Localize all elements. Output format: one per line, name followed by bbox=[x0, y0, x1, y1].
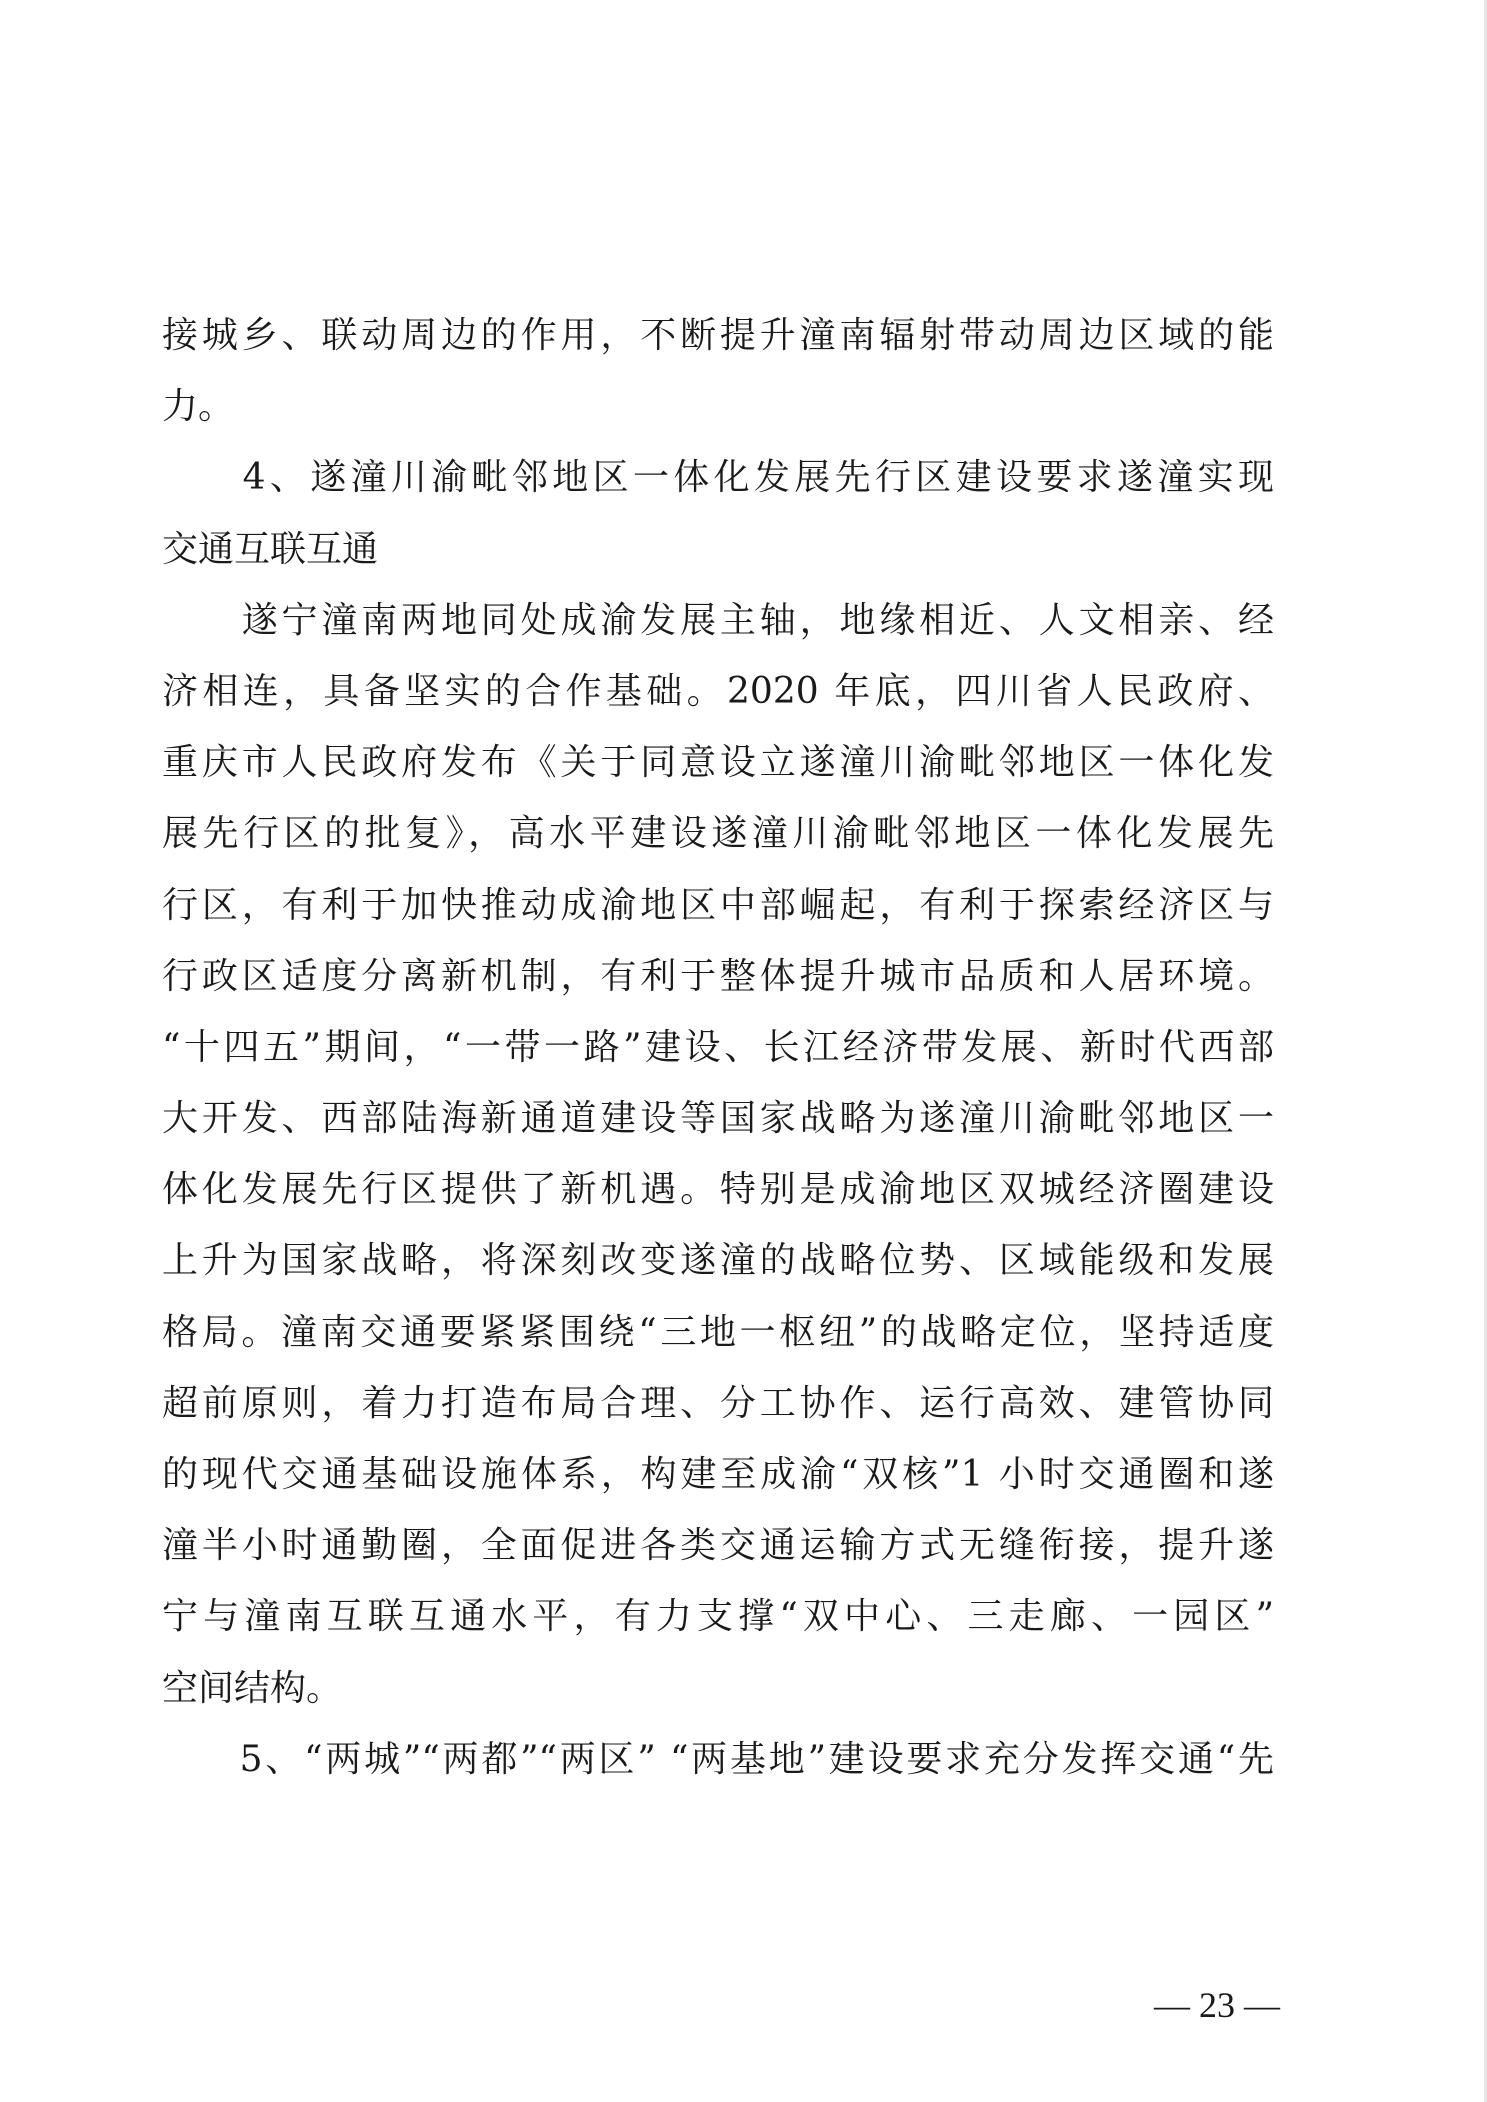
text-line: 宁与潼南互联互通水平，有力支撑“双中心、三走廊、一园区” bbox=[162, 1596, 1274, 1638]
text-line: 行区，有利于加快推动成渝地区中部崛起，有利于探索经济区与 bbox=[162, 884, 1274, 926]
section-heading-line: 5、“两城”“两都”“两区” “两基地”建设要求充分发挥交通“先 bbox=[162, 1738, 1274, 1780]
text-line: 超前原则，着力打造布局合理、分工协作、运行高效、建管协同 bbox=[162, 1382, 1274, 1424]
text-line: 上升为国家战略，将深刻改变遂潼的战略位势、区域能级和发展 bbox=[162, 1240, 1274, 1282]
page-number: — 23 — bbox=[1154, 1985, 1280, 2025]
text-line: 遂宁潼南两地同处成渝发展主轴，地缘相近、人文相亲、经 bbox=[162, 599, 1274, 641]
text-line: 潼半小时通勤圈，全面促进各类交通运输方式无缝衔接，提升遂 bbox=[162, 1525, 1274, 1567]
text-line: 格局。潼南交通要紧紧围绕“三地一枢纽”的战略定位，坚持适度 bbox=[162, 1311, 1274, 1353]
text-line: 体化发展先行区提供了新机遇。特别是成渝地区双城经济圈建设 bbox=[162, 1169, 1274, 1211]
text-line: 大开发、西部陆海新通道建设等国家战略为遂潼川渝毗邻地区一 bbox=[162, 1098, 1274, 1140]
text-line: 重庆市人民政府发布《关于同意设立遂潼川渝毗邻地区一体化发 bbox=[162, 742, 1274, 784]
section-heading-line: 4、遂潼川渝毗邻地区一体化发展先行区建设要求遂潼实现 bbox=[162, 457, 1274, 499]
text-line: 行政区适度分离新机制，有利于整体提升城市品质和人居环境。 bbox=[162, 955, 1274, 997]
body-text bbox=[162, 300, 1274, 1795]
text-line: 空间结构。 bbox=[162, 1667, 343, 1709]
text-line: 济相连，具备坚实的合作基础。2020 年底，四川省人民政府、 bbox=[162, 670, 1274, 712]
section-heading-line: 交通互联互通 bbox=[162, 528, 379, 570]
text-line: “十四五”期间，“一带一路”建设、长江经济带发展、新时代西部 bbox=[162, 1026, 1274, 1068]
text-line: 接城乡、联动周边的作用，不断提升潼南辐射带动周边区域的能 bbox=[162, 315, 1274, 356]
text-line: 力。 bbox=[162, 386, 235, 428]
text-line: 的现代交通基础设施体系，构建至成渝“双核”1 小时交通圈和遂 bbox=[162, 1454, 1274, 1495]
text-line: 展先行区的批复》，高水平建设遂潼川渝毗邻地区一体化发展先 bbox=[162, 813, 1274, 855]
